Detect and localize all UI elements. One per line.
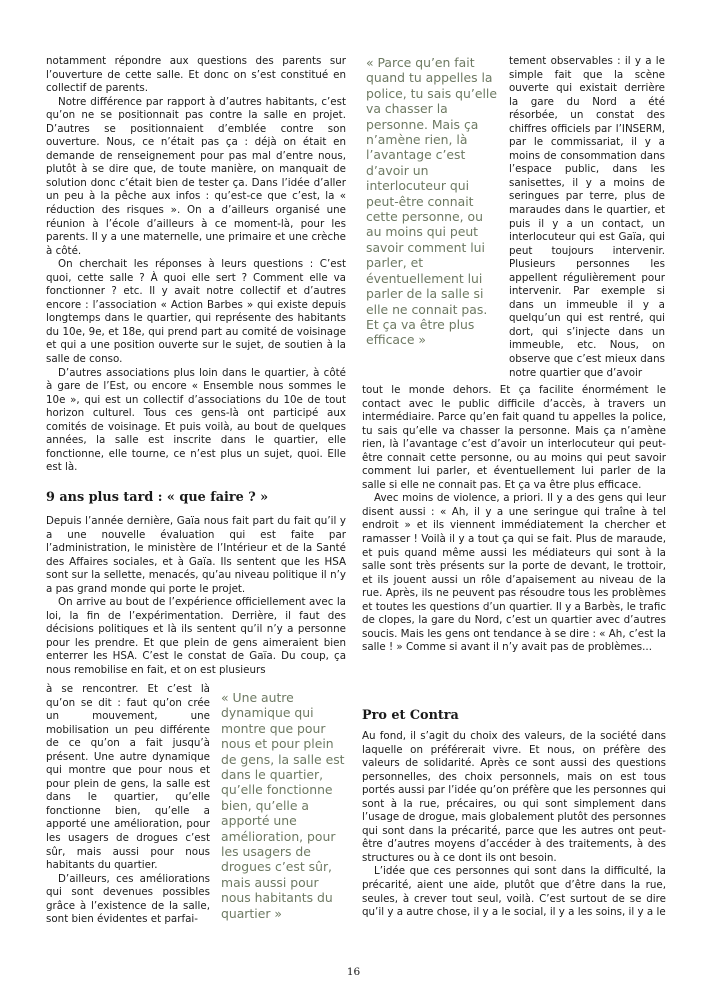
right-column-narrow [509,55,665,380]
paragraph: notamment répondre aux questions des parents sur l’ouverture de cette salle. Et donc on s’est constitué en collectif de parents. [46,55,346,95]
left-column-top [46,55,346,475]
paragraph: D’ailleurs, ces améliorations qui sont devenues possibles grâce à l’existence de la salle, sont bien évidentes et parfai- [46,872,210,926]
paragraph: On cherchait les réponses à leurs questions : C’est quoi, cette salle ? À quoi elle sert ? Comment elle va fonctionner ? etc. Il y avait notre collectif et d’autres encore : l’association « Action Barbes » qui existe depuis longtemps dans le quartier, qui représente des habitants du 10e, 9e, et 18e, qui prend part au comité de voisinage et qui a une position ouverte sur le sujet, de soutien à la salle de conso. [46,258,346,366]
paragraph: On arrive au bout de l’expérience officiellement avec la loi, la fin de l’expérimentation. Derrière, il faut des décisions politiques et là ils sentent qu’il n’y a personne pour les prendre. Et que plein de gens aimeraient bien enterrer les HSA. C’est le constat de Gaïa. Du coup, ça nous remobilise en fait, et on est plusieurs [46,596,346,677]
pull-quote-right: « Parce qu’en fait quand tu appelles la police, tu sais qu’elle va chasser la personne. Mais ça n’amène rien, là l’avantage c’est d’avoir un interlocuteur qui peut-être connait cette personne, ou au moins qui peut savoir comment lui parler, et éventuellement lui parler de la salle si elle ne connait pas. Et ça va être plus efficace » [366,55,497,348]
left-column-bottom [46,515,346,678]
paragraph: D’autres associations plus loin dans le quartier, à côté à gare de l’Est, ou encore « Ensemble nous sommes le 10e », qui est un collectif d’associations du 10e de tout horizon culturel. Tous ces gens-là ont participé aux comités de voisinage. Et puis voilà, au bout de quelques années, la salle est inscrite dans le quartier, elle fonctionne, elle tourne, ce n’est plus un sujet, quoi. Elle est là. [46,366,346,474]
right-column-bottom [362,730,666,920]
paragraph: L’idée que ces personnes qui sont dans la difficulté, la précarité, aient une aide, plutôt que d’être dans la rue, seules, à crever tout seul, voilà. C’est surtout de se dire qu’il y a autre chose, il y a le social, il y a les soins, il y a le [362,865,666,919]
pull-quote-left: « Une autre dynamique qui montre que pour nous et pour plein de gens, la salle est dans le quartier, qu’elle fonctionne bien, qu’elle a apporté une amélioration, pour les usagers de drogues c’est sûr, mais aussi pour nous habitants du quartier » [221,690,345,921]
left-column-narrow [46,683,210,927]
paragraph: Avec moins de violence, a priori. Il y a des gens qui leur disent aussi : « Ah, il y a une seringue qui traîne à tel endroit » et ils viennent immédiatement la chercher et ramasser ! Voilà il y a tout ça qui se fait. Plus de maraude, et puis quand même aussi les médiateurs qui sont à la salle sont très présents sur la porte de devant, le trottoir, et ils jouent aussi un rôle d’apaisement au niveau de la rue. Après, ils ne peuvent pas résoudre tous les problèmes et toutes les questions d’un quartier. Il y a Barbès, le trafic de clopes, la gare du Nord, c’est un quartier avec d’autres soucis. Mais les gens ont tendance à se dire : « Ah, c’est la salle ! » Comme si avant il n’y avait pas de problèmes... [362,492,666,654]
paragraph: tement observables : il y a le simple fait que la scène ouverte qui existait derrière la gare du Nord a été résorbée, un constat des chiffres officiels par l’INSERM, par le commissariat, il y a moins de consommation dans l’espace public, dans les sanisettes, il y a moins de seringues par terre, plus de maraudes dans le quartier, et puis il y a un contact, un interlocuteur qui est Gaïa, qui peut toujours intervenir. Plusieurs personnes les appellent régulièrement pour intervenir. Par exemple si dans un immeuble il y a quelqu’un qui est rentré, qui dort, qui s’injecte dans un immeuble, etc. Nous, on observe que c’est mieux dans notre quartier que d’avoir [509,55,665,379]
paragraph: à se rencontrer. Et c’est là qu’on se dit : faut qu’on crée un mouvement, une mobilisation un peu différente de ce qu’on a fait jusqu’à présent. Une autre dynamique qui montre que pour nous et pour plein de gens, la salle est dans le quartier, qu’elle fonctionne bien, qu’elle a apporté une amélioration, pour les usagers de drogues c’est sûr, mais aussi pour nous habitants du quartier. [46,683,210,872]
page-number: 16 [346,966,361,978]
section-heading: Pro et Contra [362,708,459,723]
paragraph: Notre différence par rapport à d’autres habitants, c’est qu’on ne se positionnait pas contre la salle en projet. D’autres se positionnaient d’emblée contre son ouverture. Nous, ce n’était pas ça : déjà on était en demande de renseignement pour pas mal d’entre nous, plutôt à se dire que, de toute manière, on manquait de solution donc c’était bien de tester ça. Dans l’idée d’aller un peu à la pêche aux infos : qu’est-ce que c’est, la « réduction des risques ». On a d’ailleurs organisé une réunion à l’école d’ailleurs à ce moment-là, pour les parents. Il y a une maternelle, une primaire et une crèche à côté. [46,95,346,257]
paragraph: tout le monde dehors. Et ça facilite énormément le contact avec le public difficile d’accès, à travers un intermédiaire. Parce qu’en fait quand tu appelles la police, tu sais qu’elle va chasser la personne. Mais ça n’amène rien, là l’avantage c’est d’avoir un interlocuteur qui peut-être connait cette personne, ou au moins qui peut savoir comment lui parler, et éventuellement lui parler de la salle si elle ne connait pas. Et ça va être plus efficace. [362,384,666,491]
section-heading: 9 ans plus tard : « que faire ? » [46,490,269,505]
right-column-wide [362,384,666,655]
paragraph: Au fond, il s’agit du choix des valeurs, de la société dans laquelle on préférerait vivre. Et nous, on préfère des valeurs de solidarité. Après ce sont aussi des questions personnelles, des choix personnels, mais on est tous portés aussi par l’idée qu’on préfère que les personnes qui sont à la rue, précaires, ou qui sont simplement dans l’usage de drogue, mais globalement plutôt des personnes qui sont dans la précarité, parce que les autres ont peut-être d’autres moyens d’accéder à des traitements, à des structures ou à ce dont ils ont besoin. [362,730,666,864]
paragraph: Depuis l’année dernière, Gaïa nous fait part du fait qu’il y a une nouvelle évaluation qui est faite par l’administration, le ministère de l’Intérieur et de la Santé des Affaires sociales, et à Gaïa. Ils sentent que les HSA sont sur la sellette, menacés, qu’au niveau politique il n’y a pas grand monde qui porte le projet. [46,515,346,595]
